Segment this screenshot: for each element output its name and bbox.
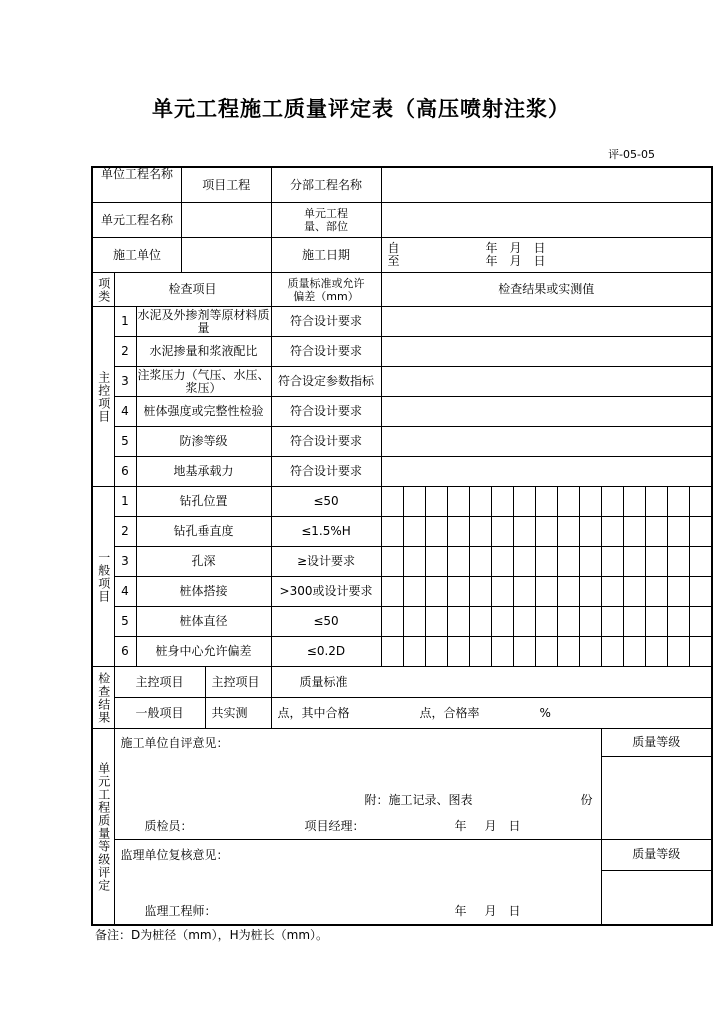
measure-cell[interactable] — [403, 517, 425, 547]
form-code: 评-05-05 — [608, 148, 655, 161]
row-standard: 符合设计要求 — [271, 457, 381, 487]
date-month-2: 月 — [509, 254, 522, 268]
table-row — [92, 577, 712, 607]
row-standard: ≤50 — [271, 607, 381, 637]
measure-cell[interactable] — [557, 607, 579, 637]
date-day-1: 日 — [533, 241, 546, 255]
measure-cell[interactable] — [645, 487, 667, 517]
row-standard: 符合设计要求 — [271, 337, 381, 367]
row-standard: >300或设计要求 — [271, 577, 381, 607]
table-row — [92, 607, 712, 637]
table-row — [92, 337, 712, 367]
measure-cell[interactable] — [557, 517, 579, 547]
measure-cell[interactable] — [557, 577, 579, 607]
measure-cell[interactable] — [689, 517, 712, 547]
measure-cell[interactable] — [557, 487, 579, 517]
row-no: 5 — [114, 607, 136, 637]
row-no: 4 — [114, 397, 136, 427]
row-result[interactable] — [381, 337, 712, 367]
check-general-text-4: % — [539, 705, 551, 720]
measure-cell[interactable] — [491, 547, 513, 577]
measure-cell[interactable] — [513, 487, 535, 517]
contractor-label: 施工单位 — [112, 248, 161, 262]
row-no: 5 — [114, 427, 136, 457]
measure-cell[interactable] — [425, 607, 447, 637]
element-label: 单元工程名称 — [100, 213, 173, 227]
measure-cell[interactable] — [579, 487, 601, 517]
measure-cell[interactable] — [381, 517, 403, 547]
measure-cell[interactable] — [491, 607, 513, 637]
measure-cell[interactable] — [557, 637, 579, 667]
self-day: 日 — [508, 819, 521, 833]
measure-cell[interactable] — [535, 547, 557, 577]
measure-cell[interactable] — [381, 547, 403, 577]
measure-cell[interactable] — [403, 607, 425, 637]
measure-cell[interactable] — [381, 577, 403, 607]
attach-unit: 份 — [580, 793, 593, 807]
measure-cell[interactable] — [601, 517, 623, 547]
measure-cell[interactable] — [447, 517, 469, 547]
measure-cell[interactable] — [447, 577, 469, 607]
unit-project-cell — [92, 167, 271, 203]
measure-cell[interactable] — [601, 607, 623, 637]
measure-cell[interactable] — [535, 517, 557, 547]
measure-cell[interactable] — [403, 487, 425, 517]
measure-cell[interactable] — [623, 607, 645, 637]
contractor-value[interactable] — [181, 238, 271, 272]
measure-cell[interactable] — [667, 637, 689, 667]
measure-cell[interactable] — [623, 577, 645, 607]
measure-cell[interactable] — [645, 607, 667, 637]
sup-day: 日 — [508, 904, 521, 918]
self-grade-label: 质量等级 — [601, 729, 712, 757]
row-standard: ≤0.2D — [271, 637, 381, 667]
measure-cell[interactable] — [557, 547, 579, 577]
row-standard: 符合设计要求 — [271, 427, 381, 457]
measure-cell[interactable] — [403, 547, 425, 577]
row-no: 2 — [114, 337, 136, 367]
row-item: 地基承载力 — [136, 457, 271, 487]
measure-cell[interactable] — [535, 487, 557, 517]
date-from: 自 — [387, 241, 400, 255]
measure-cell[interactable] — [667, 577, 689, 607]
self-grade-value[interactable] — [601, 757, 712, 840]
measure-cell[interactable] — [469, 487, 491, 517]
measure-cell[interactable] — [623, 547, 645, 577]
measure-cell[interactable] — [689, 487, 712, 517]
measure-cell[interactable] — [447, 637, 469, 667]
measure-cell[interactable] — [469, 547, 491, 577]
row-standard: ≤1.5%H — [271, 517, 381, 547]
measure-cell[interactable] — [469, 637, 491, 667]
measure-cell[interactable] — [491, 487, 513, 517]
footnote: 备注：D为桩径（mm），H为桩长（mm）。 — [95, 928, 329, 942]
measure-cell[interactable] — [579, 637, 601, 667]
check-main-cell — [114, 667, 271, 698]
measure-cell[interactable] — [623, 637, 645, 667]
col-result: 检查结果或实测值 — [381, 273, 712, 307]
check-main-text-1: 主控项目 — [205, 667, 271, 697]
measure-cell[interactable] — [469, 607, 491, 637]
row-no: 3 — [114, 547, 136, 577]
table-row — [92, 307, 712, 337]
unit-project-value[interactable]: 项目工程 — [181, 168, 271, 202]
measure-cell[interactable] — [513, 517, 535, 547]
measure-cell[interactable] — [667, 487, 689, 517]
col-standard — [271, 273, 381, 307]
row-item: 桩体直径 — [136, 607, 271, 637]
table-row — [92, 637, 712, 667]
measure-cell[interactable] — [667, 547, 689, 577]
measure-cell[interactable] — [447, 547, 469, 577]
attach-label: 附：施工记录、图表 — [364, 793, 473, 807]
measure-cell[interactable] — [425, 487, 447, 517]
page-title: 单元工程施工质量评定表（高压喷射注浆） — [152, 97, 570, 121]
measure-cell[interactable] — [689, 637, 712, 667]
measure-cell[interactable] — [513, 577, 535, 607]
measure-cell[interactable] — [513, 637, 535, 667]
check-general-cell — [114, 698, 271, 729]
row-no: 6 — [114, 637, 136, 667]
element-cell — [92, 203, 271, 238]
check-general-text-2: 点，其中合格 — [277, 705, 350, 720]
row-no: 1 — [114, 307, 136, 337]
measure-cell[interactable] — [601, 577, 623, 607]
row-standard: ≥设计要求 — [271, 547, 381, 577]
check-main-label: 主控项目 — [135, 675, 184, 689]
row-item: 钻孔位置 — [136, 487, 271, 517]
measure-cell[interactable] — [425, 547, 447, 577]
table-row — [92, 457, 712, 487]
table-row — [92, 397, 712, 427]
general-items-label: 一般项目 — [92, 487, 114, 667]
measure-cell[interactable] — [645, 637, 667, 667]
measure-cell[interactable] — [601, 547, 623, 577]
measure-cell[interactable] — [381, 607, 403, 637]
row-item: 桩身中心允许偏差 — [136, 637, 271, 667]
measure-cell[interactable] — [425, 577, 447, 607]
date-label: 施工日期 — [271, 238, 381, 273]
row-item: 桩体搭接 — [136, 577, 271, 607]
self-month: 月 — [484, 819, 497, 833]
self-opinion-cell[interactable] — [114, 729, 601, 840]
measure-cell[interactable] — [535, 637, 557, 667]
self-year: 年 — [454, 819, 467, 833]
table-row — [92, 427, 712, 457]
row-standard: 符合设定参数指标 — [271, 367, 381, 397]
table-row — [92, 517, 712, 547]
measure-cell[interactable] — [447, 607, 469, 637]
measure-cell[interactable] — [447, 487, 469, 517]
col-standard-1: 质量标准或允许 — [287, 276, 365, 290]
row-item: 防渗等级 — [136, 427, 271, 457]
measure-cell[interactable] — [689, 607, 712, 637]
check-general-stats[interactable] — [271, 698, 712, 729]
row-result[interactable] — [381, 427, 712, 457]
measure-cell[interactable] — [689, 577, 712, 607]
sup-grade-value[interactable] — [601, 870, 712, 925]
date-to: 至 — [387, 254, 400, 268]
check-general-text-1: 共实测 — [205, 698, 271, 728]
manager-label: 项目经理： — [304, 819, 365, 833]
table-row — [92, 547, 712, 577]
table-row — [92, 367, 712, 397]
table-row — [92, 487, 712, 517]
division-label: 分部工程名称 — [271, 167, 381, 203]
check-result-label: 检查结果 — [92, 667, 114, 729]
measure-cell[interactable] — [601, 487, 623, 517]
measure-cell[interactable] — [689, 547, 712, 577]
row-standard: 符合设计要求 — [271, 307, 381, 337]
row-item: 水泥及外掺剂等原材料质量 — [137, 307, 270, 335]
row-item: 水泥掺量和浆液配比 — [136, 337, 271, 367]
measure-cell[interactable] — [491, 637, 513, 667]
measure-cell[interactable] — [425, 517, 447, 547]
measure-cell[interactable] — [381, 637, 403, 667]
measure-cell[interactable] — [491, 577, 513, 607]
measure-cell[interactable] — [425, 637, 447, 667]
element-qty-label-1: 单元工程 — [304, 207, 348, 220]
check-main-text-2[interactable]: 质量标准 — [271, 667, 712, 698]
contractor-cell — [92, 238, 271, 273]
check-general-text-3: 点，合格率 — [419, 705, 480, 720]
row-item: 桩体强度或完整性检验 — [136, 397, 271, 427]
row-item: 孔深 — [136, 547, 271, 577]
measure-cell[interactable] — [491, 517, 513, 547]
measure-cell[interactable] — [645, 547, 667, 577]
measure-cell[interactable] — [535, 577, 557, 607]
measure-cell[interactable] — [623, 487, 645, 517]
unit-project-label: 单位工程名称 — [100, 167, 173, 181]
measure-cell[interactable] — [579, 517, 601, 547]
measure-cell[interactable] — [579, 577, 601, 607]
sup-grade-label: 质量等级 — [601, 840, 712, 871]
measure-cell[interactable] — [403, 637, 425, 667]
evaluation-label: 单元工程质量等级评定 — [92, 729, 114, 926]
measure-cell[interactable] — [645, 577, 667, 607]
measure-cell[interactable] — [535, 607, 557, 637]
element-qty-value[interactable] — [381, 203, 712, 238]
row-item: 注浆压力（气压、水压、浆压） — [137, 367, 270, 395]
date-year-2: 年 — [485, 254, 498, 268]
measure-cell[interactable] — [645, 517, 667, 547]
main-items-label: 主控项目 — [92, 307, 114, 487]
date-value[interactable] — [381, 238, 712, 273]
row-result[interactable] — [381, 307, 712, 337]
measure-cell[interactable] — [667, 607, 689, 637]
evaluation-form — [91, 166, 713, 926]
col-category: 项类 — [92, 273, 114, 307]
element-qty-label — [271, 203, 381, 238]
row-standard: ≤50 — [271, 487, 381, 517]
supervisor-opinion-label: 监理单位复核意见： — [120, 848, 229, 862]
row-no: 1 — [114, 487, 136, 517]
inspector-label: 质检员： — [144, 819, 193, 833]
measure-cell[interactable] — [579, 547, 601, 577]
row-result[interactable] — [381, 457, 712, 487]
supervisor-engineer-label: 监理工程师： — [144, 904, 217, 918]
date-month-1: 月 — [509, 241, 522, 255]
row-standard: 符合设计要求 — [271, 397, 381, 427]
element-qty-label-2: 量、部位 — [304, 220, 348, 233]
row-no: 6 — [114, 457, 136, 487]
date-year-1: 年 — [485, 241, 498, 255]
row-no: 3 — [114, 367, 136, 397]
sup-month: 月 — [484, 904, 497, 918]
element-value[interactable] — [181, 203, 271, 237]
sup-year: 年 — [454, 904, 467, 918]
supervisor-opinion-cell[interactable] — [114, 840, 601, 926]
col-standard-2: 偏差（mm） — [293, 289, 359, 303]
row-item: 钻孔垂直度 — [136, 517, 271, 547]
measure-cell[interactable] — [513, 607, 535, 637]
measure-cell[interactable] — [381, 487, 403, 517]
measure-cell[interactable] — [623, 517, 645, 547]
division-value[interactable] — [381, 167, 712, 203]
measure-cell[interactable] — [469, 577, 491, 607]
row-result[interactable] — [381, 397, 712, 427]
measure-cell[interactable] — [469, 517, 491, 547]
measure-cell[interactable] — [579, 607, 601, 637]
row-result[interactable] — [381, 367, 712, 397]
measure-cell[interactable] — [513, 547, 535, 577]
row-no: 2 — [114, 517, 136, 547]
date-day-2: 日 — [533, 254, 546, 268]
check-general-label: 一般项目 — [135, 706, 184, 720]
measure-cell[interactable] — [601, 637, 623, 667]
self-opinion-label: 施工单位自评意见： — [120, 736, 229, 750]
row-no: 4 — [114, 577, 136, 607]
col-item: 检查项目 — [114, 273, 271, 307]
measure-cell[interactable] — [403, 577, 425, 607]
measure-cell[interactable] — [667, 517, 689, 547]
